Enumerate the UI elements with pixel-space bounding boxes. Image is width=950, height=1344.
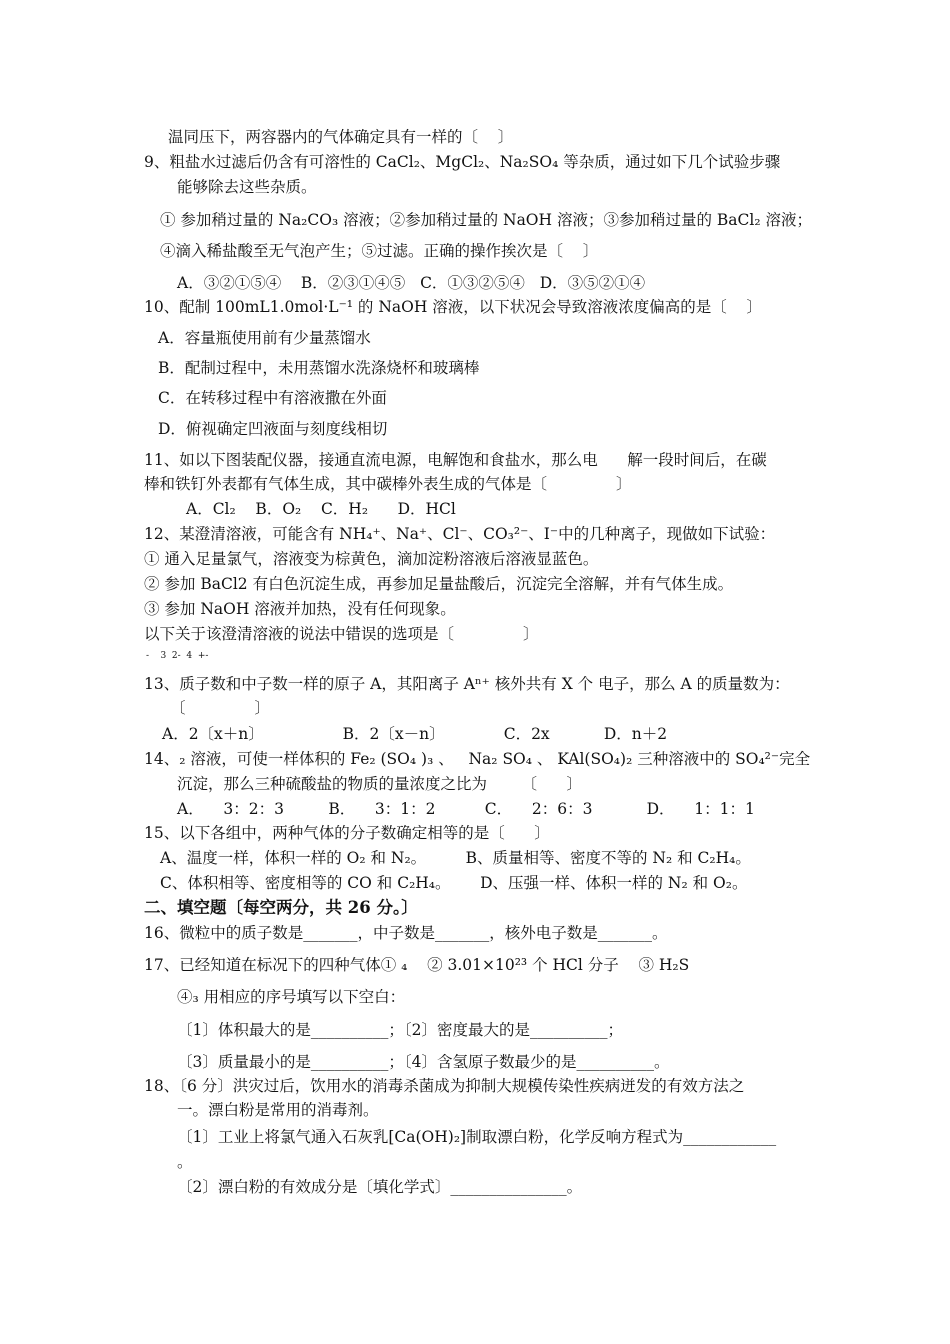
q9-stem: 9、粗盐水过滤后仍含有可溶性的 CaCl₂、MgCl₂、Na₂SO₄ 等杂质，通过如下几个试验步骤 (144, 153, 781, 171)
q14-stem: 14、₂ 溶液，可使一样体积的 Fe₂ (SO₄ )₃ 、 Na₂ SO₄ 、 KAl(SO₄)₂ 三种溶液中的 SO₄²⁻完全 (144, 750, 811, 768)
q9-steps-1: ① 参加稍过量的 Na₂CO₃ 溶液；②参加稍过量的 NaOH 溶液；③参加稍过量的 BaCl₂ 溶液； (160, 211, 812, 229)
q13-stem: 13、质子数和中子数一样的原子 A，其阳离子 Aⁿ⁺ 核外共有 X 个 电子，那么 A 的质量数为： (144, 675, 790, 693)
q11-options: A．Cl₂ B．O₂ C．H₂ D．HCl (186, 500, 456, 518)
q16-stem: 16、微粒中的质子数是_______，中子数是_______，核外电子数是_______。 (144, 924, 668, 942)
q9-steps-2: ④滴入稀盐酸至无气泡产生；⑤过滤。正确的操作挨次是〔 〕 (160, 242, 599, 260)
q14-stem-cont: 沉淀，那么三种硫酸盐的物质的量浓度之比为 〔 〕 (177, 775, 583, 793)
q10-option-b: B．配制过程中，未用蒸馏水洗涤烧杯和玻璃棒 (158, 359, 480, 377)
q12-residue-marks: - 3 2- 4 +- (146, 651, 209, 661)
q13-options: A．2〔x＋n〕 B．2〔x－n〕 C．2x D．n＋2 (162, 725, 668, 743)
q8-continuation: 温同压下，两容器内的气体确定具有一样的〔 〕 (168, 128, 514, 146)
q18-stem-cont: 一。漂白粉是常用的消毒剂。 (177, 1101, 379, 1119)
q12-step-3: ③ 参加 NaOH 溶液并加热，没有任何现象。 (144, 600, 456, 618)
q12-step-2: ② 参加 BaCl2 有白色沉淀生成，再参加足量盐酸后，沉淀完全溶解，并有气体生成。 (144, 575, 734, 593)
q17-blanks-2: 〔3〕质量最小的是__________；〔4〕含氢原子数最少的是__________。 (177, 1053, 670, 1071)
q17-stem-cont: ④₃ 用相应的序号填写以下空白： (177, 988, 406, 1006)
section-heading: 二、填空题〔每空两分，共 26 分。〕 (144, 898, 418, 917)
q18-part-1: 〔1〕工业上将氯气通入石灰乳[Ca(OH)₂]制取漂白粉，化学反响方程式为____________ (177, 1128, 777, 1146)
q12-stem: 12、某澄清溶液，可能含有 NH₄⁺、Na⁺、Cl⁻、CO₃²⁻、I⁻中的几种离子，现做如下试验： (144, 525, 776, 543)
q12-question: 以下关于该澄清溶液的说法中错误的选项是〔 〕 (144, 625, 539, 643)
q18-part-1-end: 。 (177, 1153, 193, 1171)
q10-option-d: D．俯视确定凹液面与刻度线相切 (158, 420, 388, 438)
q13-answer-bracket: 〔 〕 (170, 699, 270, 717)
q10-option-a: A．容量瓶使用前有少量蒸馏水 (158, 329, 371, 347)
q9-stem-cont: 能够除去这些杂质。 (177, 178, 317, 196)
q11-stem: 11、如以下图装配仪器，接通直流电源，电解饱和食盐水，那么电 解一段时间后，在碳 (144, 451, 767, 469)
q17-stem: 17、已经知道在标况下的四种气体① ₄ ② 3.01×10²³ 个 HCl 分子 ③ H₂S (144, 956, 690, 974)
q10-option-c: C．在转移过程中有溶液撒在外面 (158, 389, 387, 407)
q10-stem: 10、配制 100mL1.0mol·L⁻¹ 的 NaOH 溶液，以下状况会导致溶液浓度偏高的是〔 〕 (144, 298, 762, 316)
q9-options: A．③②①⑤④ B．②③①④⑤ C．①③②⑤④ D．③⑤②①④ (177, 274, 646, 292)
q11-stem-cont: 棒和铁钉外表都有气体生成，其中碳棒外表生成的气体是〔 〕 (144, 475, 632, 493)
q18-part-2: 〔2〕漂白粉的有效成分是〔填化学式〕_______________。 (177, 1178, 583, 1196)
q12-step-1: ① 通入足量氯气，溶液变为棕黄色，滴加淀粉溶液后溶液显蓝色。 (144, 550, 599, 568)
q15-options-cd: C、体积相等、密度相等的 CO 和 C₂H₄。 D、压强一样、体积一样的 N₂ 和 O₂。 (160, 874, 748, 892)
q18-stem: 18、〔6 分〕洪灾过后，饮用水的消毒杀菌成为抑制大规模传染性疾病迸发的有效方法之 (144, 1077, 745, 1095)
q15-stem: 15、以下各组中，两种气体的分子数确定相等的是〔 〕 (144, 824, 550, 842)
q17-blanks-1: 〔1〕体积最大的是__________；〔2〕密度最大的是__________； (177, 1021, 623, 1039)
q14-options: A． 3：2：3 B． 3：1：2 C． 2：6：3 D． 1：1：1 (177, 800, 755, 818)
q15-options-ab: A、温度一样，体积一样的 O₂ 和 N₂。 B、质量相等、密度不等的 N₂ 和 C₂H₄。 (160, 849, 751, 867)
